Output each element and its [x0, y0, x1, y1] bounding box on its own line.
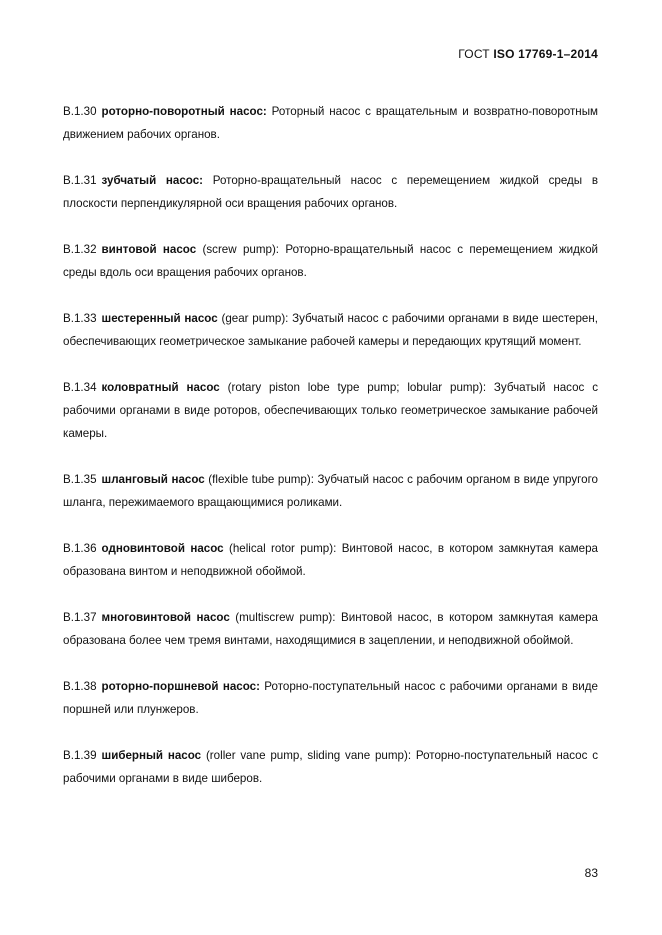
entry-number: В.1.34 [63, 381, 97, 394]
page-number: 83 [584, 866, 598, 880]
entry-text: (multiscrew pump): Винтовой насос, в котором замкнутая камера образована более чем тремя винтами, находящимися в зацеплении, и неподвижной обоймой. [63, 611, 598, 647]
entry-text: Роторный насос с вращательным и возвратно-поворотным движением рабочих органов. [63, 105, 598, 141]
definition-entry [63, 307, 598, 353]
entry-text: (gear pump): Зубчатый насос с рабочими органами в виде шестерен, обеспечивающих геометрическое замыкание рабочей камеры и передающих крутящий момент. [63, 312, 598, 348]
entry-number: В.1.36 [63, 542, 97, 555]
definition-entry [63, 238, 598, 284]
definition-entry [63, 169, 598, 215]
entry-text: Роторно-поступательный насос с рабочими органами в виде поршней или плунжеров. [63, 680, 598, 716]
entry-term: одновинтовой насос [101, 542, 224, 555]
entry-number: В.1.30 [63, 105, 97, 118]
entry-term: винтовой насос [101, 243, 197, 256]
entry-term: роторно-поршневой насос: [101, 680, 260, 693]
header-standard-number: ISO 17769-1–2014 [493, 47, 598, 61]
entry-term: шланговый насос [101, 473, 205, 486]
entry-text: (rotary piston lobe type pump; lobular pump): Зубчатый насос с рабочими органами в виде роторов, обеспечивающих только геометрическое замыкание рабочей камеры. [63, 381, 598, 440]
definition-entry [63, 744, 598, 790]
entry-number: В.1.31 [63, 174, 97, 187]
header-prefix: ГОСТ [458, 47, 490, 61]
definition-entry [63, 376, 598, 445]
entry-number: В.1.37 [63, 611, 97, 624]
entry-number: В.1.39 [63, 749, 97, 762]
entry-term: шиберный насос [101, 749, 202, 762]
entry-text: (screw pump): Роторно-вращательный насос с перемещением жидкой среды вдоль оси вращения рабочих органов. [63, 243, 598, 279]
definition-entry [63, 675, 598, 721]
entry-number: В.1.38 [63, 680, 97, 693]
entry-term: многовинтовой насос [101, 611, 230, 624]
definition-entry [63, 537, 598, 583]
entry-number: В.1.33 [63, 312, 97, 325]
definition-entry [63, 100, 598, 146]
entry-term: коловратный насос [101, 381, 220, 394]
entry-text: (flexible tube pump): Зубчатый насос с рабочим органом в виде упругого шланга, пережимаемого вращающимися роликами. [63, 473, 598, 509]
definitions-list [63, 100, 598, 813]
definition-entry [63, 468, 598, 514]
entry-term: шестеренный насос [101, 312, 218, 325]
entry-text: (roller vane pump, sliding vane pump): Роторно-поступательный насос с рабочими органами в виде шиберов. [63, 749, 599, 785]
entry-text: Роторно-вращательный насос с перемещением жидкой среды в плоскости перпендикулярной оси вращения рабочих органов. [63, 174, 598, 210]
entry-term: роторно-поворотный насос: [101, 105, 267, 118]
definition-entry [63, 606, 598, 652]
page-header [458, 47, 598, 61]
entry-number: В.1.35 [63, 473, 97, 486]
entry-text: (helical rotor pump): Винтовой насос, в котором замкнутая камера образована винтом и неподвижной обоймой. [63, 542, 598, 578]
entry-number: В.1.32 [63, 243, 97, 256]
entry-term: зубчатый насос: [101, 174, 204, 187]
